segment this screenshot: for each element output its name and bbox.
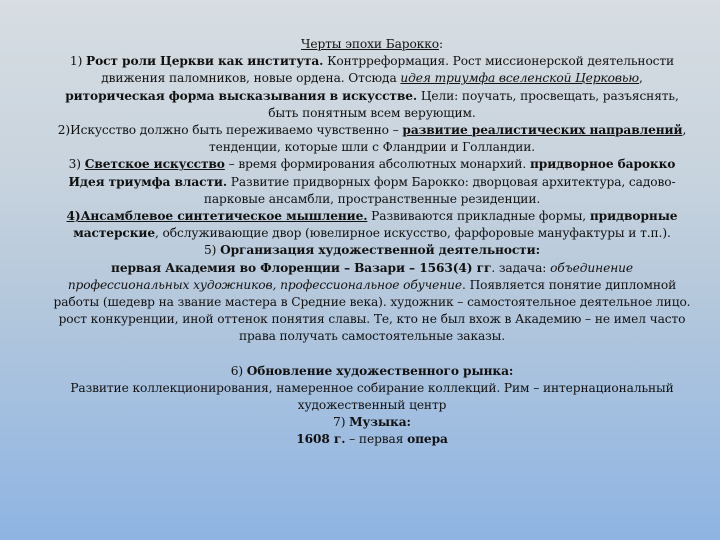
title-text: Черты эпохи Барокко <box>301 37 439 51</box>
point-1-rhetoric: риторическая форма высказывания в искусстве. <box>65 88 418 103</box>
point-3-court-baroque: придворное барокко <box>529 157 676 172</box>
point-6-number: 6) <box>230 363 247 378</box>
point-5-task: объединение профессиональных художников, профессиональное обучение <box>67 260 633 292</box>
point-5-text: . Появляется понятие дипломной работы (шедевр на звание мастера в Средние века). художник – самостоятельное деятельное лицо. рост конкуренции, иной оттенок понятия славы. Те, кто не был вхож в Академию – не имел часто права получать самостоятельные заказы. <box>53 277 691 344</box>
point-1-text: Контрреформация. Рост миссионерской деятельности движения паломников, новые ордена. Отсюда <box>101 54 675 86</box>
point-1-idea: идея триумфа вселенской Церковью <box>400 71 640 86</box>
point-7-year: 1608 г. <box>296 432 346 447</box>
point-3-secular: Светское искусство <box>84 157 225 172</box>
point-5-lead: Организация художественной деятельности: <box>220 243 540 258</box>
point-2-realism: развитие реалистических направлений <box>402 123 683 138</box>
point-4-lead: 4)Ансамблевое синтетическое мышление. <box>66 209 368 224</box>
point-4-court-service: , обслуживающие двор (ювелирное искусство, фарфоровые мануфактуры и т.п.). <box>155 226 671 241</box>
point-4-text: Развиваются прикладные формы, <box>367 209 590 224</box>
point-2-tendencies: , тенденции, которые шли с Фландрии и Голландии. <box>208 123 687 155</box>
point-1-lead: Рост роли Церкви как института. <box>86 54 324 69</box>
point-6 <box>52 363 692 415</box>
point-6-text: Развитие коллекционирования, намеренное собирание коллекций. Рим – интернациональный художественный центр <box>70 380 674 413</box>
point-6-lead: Обновление художественного рынка: <box>246 363 514 378</box>
spacer <box>52 346 692 363</box>
point-2-text: 2)Искусство должно быть переживаемо чувственно – <box>57 123 403 138</box>
point-1-separator: , <box>639 71 643 86</box>
point-7 <box>52 414 692 448</box>
point-4 <box>52 208 692 242</box>
point-5 <box>52 242 692 345</box>
point-3-forms: Развитие придворных форм Барокко: дворцовая архитектура, садово-парковые ансамбли, пространственные резиденции. <box>203 174 676 206</box>
point-3-triumph: Идея триумфа власти. <box>68 174 227 189</box>
point-5-task-label: . задача: <box>491 260 551 275</box>
slide-content <box>52 36 692 449</box>
point-4-workshops: придворные мастерские <box>73 209 678 241</box>
point-7-text: – первая <box>345 432 408 447</box>
point-3-text: – время формирования абсолютных монархий. <box>224 157 530 172</box>
point-7-lead: Музыка: <box>349 415 411 430</box>
point-1-number: 1) <box>69 54 87 69</box>
slide-title: Черты эпохи Барокко: <box>301 37 443 51</box>
point-1-goals: Цели: поучать, просвещать, разъяснять, быть понятным всем верующим. <box>268 88 679 120</box>
point-3-number: 3) <box>68 157 85 172</box>
point-2 <box>52 122 692 156</box>
point-5-academy: первая Академия во Флоренции – Вазари – 1563(4) гг <box>111 260 492 275</box>
point-7-number: 7) <box>333 415 350 430</box>
point-7-opera: опера <box>407 432 448 447</box>
point-3 <box>52 156 692 208</box>
point-1 <box>52 53 692 122</box>
point-5-number: 5) <box>204 243 221 258</box>
